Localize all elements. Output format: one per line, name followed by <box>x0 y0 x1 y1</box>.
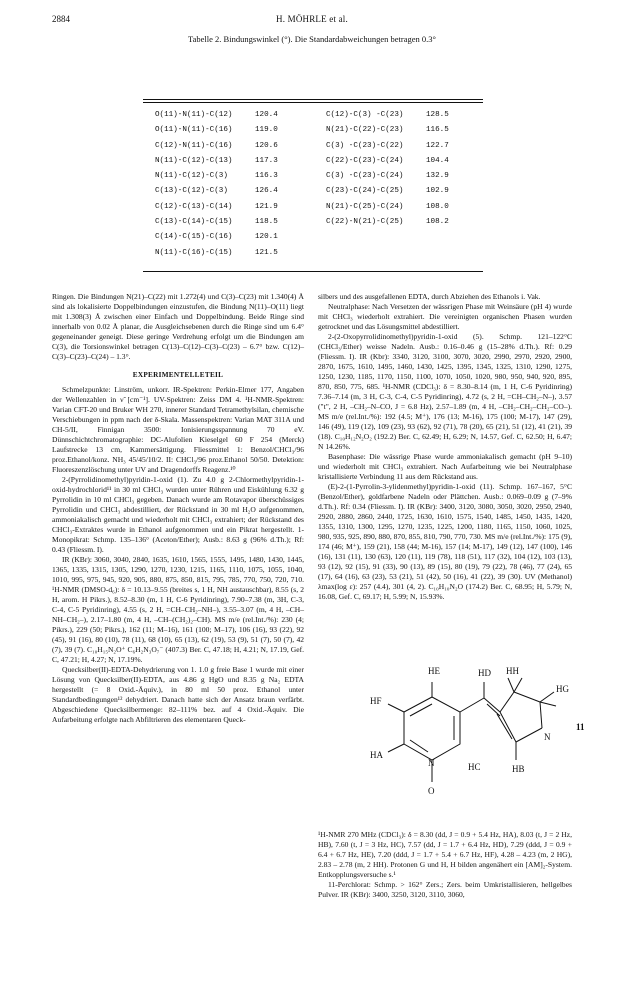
table-row: C(22)-N(21)-C(25) 108.2 <box>326 218 449 227</box>
paragraph: IR (KBr): 3060, 3040, 2840, 1635, 1610, 1565, 1555, 1495, 1480, 1430, 1445, 1365, 1335, 1315, 1305, 1290, 1270, 1230, 1215, 1165, 1110, 1075, 1055, 1040, 1010, 995, 975, 945, 920, 905, 880, 875, 850, 815, 795, 785, 770, 750, 720, 710. ¹H-NMR (DMSO-d₆): δ = 10.13–9.55 (breites s, 1 H, NH austauschbar), 8.55 (s, 2 H, arom. H Pikrs.), 8.52–8.30 (m, 1 H, C-6 Pyridinring), 7.90–7.38 (m, 3H, C-3, C-4, C-5 Pyridinring), 4.55 (s, 2 H, =CH–CH₂–NH–), 3.55–3.07 (m, 4 H, –CH–NH–CH₂–), 2.17–1.80 (m, 4 H, –CH–(CH₂)₂–CH). MS m/e (rel.Int./%): 230 (4; Pikrs.), 229 (50; Pikrs.), 162 (11; M–16), 161 (100; M–17), 106 (16), 93 (22), 92 (45), 91 (16), 80 (10), 78 (11), 68 (10), 65 (13), 62 (19), 53 (9), 51 (7), 50 (7), 42 (7), 39 (7). C₁₀H₁₅N₂O⁺ C₆H₂N₃O₇⁻ (407.3) Ber. C, 47.18; H, 4.21; N, 17.19, Gef. C, 47.21; H, 4.27; N, 17.19%. <box>52 555 304 664</box>
table-row: C(12)-C(3) -C(23) 128.5 <box>326 111 449 119</box>
table-row: C(13)-C(14)-C(15) 118.5 <box>155 218 278 227</box>
table-left-column <box>155 108 278 261</box>
paragraph: Neutralphase: Nach Versetzen der wässrigen Phase mit Weinsäure (pH 4) wurde mit CHCl₃ wiederholt extrahiert. Die vereinigten organischen Phasen wurden getrocknet und das Lösungsmittel abdestilliert. <box>318 302 572 331</box>
label-ha: HA <box>370 750 383 760</box>
right-text-column-top <box>318 292 572 602</box>
table-row: N(11)-C(12)-C(13) 117.3 <box>155 156 278 165</box>
table-row: C(14)-C(15)-C(16) 120.1 <box>155 233 278 242</box>
table-row: N(21)-C(22)-C(23) 116.5 <box>326 126 449 135</box>
label-hc: HC <box>468 762 481 772</box>
running-title: H. MÖHRLE et al. <box>276 14 348 24</box>
table-row: N(21)-C(25)-C(24) 108.0 <box>326 202 449 211</box>
label-n-pyridine: N <box>428 758 435 768</box>
section-heading: EXPERIMENTELLETEIL <box>132 371 224 379</box>
paragraph: Basenphase: Die wässrige Phase wurde ammoniakalisch gemacht (pH 9–10) und wiederholt mit CHCl₃ extrahiert. Nach Aufarbeitung wie bei Neutralphase kristallisierte Verbindung 11 aus dem Rückstand aus. <box>318 452 572 481</box>
paragraph: 2-(2-Oxopyrrolidinomethyl)pyridin-1-oxid (5). Schmp. 121–122°C (CHCl₃/Ether) weisse Nadeln. Ausb.: 0.16–0.46 g (15–28% d.Th.). Rf: 0.29 (Fliessm. I). IR (Kbr): 3340, 3120, 3100, 3070, 3020, 2990, 2970, 2920, 2900, 2870, 1675, 1610, 1495, 1460, 1430, 1425, 1395, 1345, 1325, 1310, 1290, 1275, 1250, 1230, 1185, 1170, 1150, 1100, 1070, 1050, 1020, 980, 950, 940, 920, 895, 870, 850, 775, 685. ¹H-NMR (CDCl₃): δ = 8.30–8.14 (m, 1 H, C-6 Pyridinring) 7.36–7.14 (m, 3 H, C-3, C-4, C-5 Pyridinring), 4.72 (s, 2 H, =CH–CH₂–N–), 3.57 ("t", 2 H, –CH₂–N–CO, J = 6.8 Hz), 2.57–1.89 (m, 4 H, –CH₂–CH₂–CH₂–CO–). MS m/e (rel.Int./%): 192 (4.5; M⁺), 176 (13; M-16), 175 (100; M-17), 147 (29), 146 (49), 119 (12), 109 (23), 93 (62), 92 (71), 78 (20), 65 (21), 51 (12), 41 (21), 39 (18). C₁₀H₁₂N₂O₂ (192.2) Ber. C, 62.49; H, 6.29; N, 14.57, Gef. C, 62.50; H, 6.47; N 14.26%. <box>318 332 572 451</box>
page-header <box>0 14 624 28</box>
table-right-column <box>326 108 449 230</box>
table-row: N(11)-C(12)-C(3) 116.3 <box>155 172 278 181</box>
table-top-rule <box>143 99 483 100</box>
table-row: O(11)-N(11)-C(12) 120.4 <box>155 111 278 119</box>
paragraph: (E)-2-(1-Pyrrolin-3-ylidenmethyl)pyridin-1-oxid (11). Schmp. 167–167, 5°C (Benzol/Ether), goldfarbene Nadeln oder Plättchen. Ausb.: 0.069–0.09 g (7–9% d.Th.). Rf: 0.34 (Fliessm. I). IR (KBr): 3400, 3120, 3080, 3050, 3020, 2950, 2940, 2920, 2880, 2860, 2440, 1725, 1630, 1610, 1575, 1540, 1485, 1450, 1435, 1420, 1355, 1310, 1300, 1295, 1270, 1235, 1225, 1200, 1180, 1165, 1150, 1060, 1025, 980, 935, 925, 890, 880, 870, 855, 810, 790, 770, 730. MS m/e (rel.Int./%): 175 (9), 174 (46; M⁺), 159 (21), 158 (44; M-16), 157 (14; M-17), 149 (12), 147 (100), 146 (16), 131 (11), 130 (63), 120 (11), 119 (78), 118 (51), 117 (32), 104 (12), 103 (13), 93 (12), 92 (15), 91 (33), 90 (13), 89 (15), 80 (19), 79 (22), 78 (46), 77 (24), 65 (17), 64 (16), 63 (23), 53 (21), 51 (42), 50 (16), 41 (22), 39 (30). UV (Methanol) λmax(log ε): 257 (4.4), 301 (4, 2). C₁₀H₁₀N₂O (174.2) Ber. C, 68.95; H, 5.79; N, 16.08, Gef. C, 69.17; H, 5.99; N, 15.93%. <box>318 482 572 601</box>
paragraph: Quecksilber(II)-EDTA-Dehydrierung von 1. 1.0 g freie Base 1 wurde mit einer Lösung von Quecksilber(II)-EDTA, aus 4.86 g HgO und 8.35 g Na₂ EDTA hergestellt (= 8 Oxid.-Äquiv.), in 80 ml 50 proz. Ethanol unter Standardbedingungen¹² dehydriert. Danach hatte sich der Ansatz braun verfärbt. Abgeschiedene Quecksilbermenge: 82–111% bez. auf 4 Oxid.-Äquiv. Die Aufarbeitung erfolgte nach Abfiltrieren des elementaren Queck- <box>52 665 304 724</box>
label-n-pyrroline: N <box>544 732 551 742</box>
label-hf: HF <box>370 696 382 706</box>
label-hg: HG <box>556 684 569 694</box>
table-row: C(3) -C(23)-C(24) 132.9 <box>326 172 449 181</box>
compound-number: 11 <box>576 722 585 732</box>
paragraph: silbers und des ausgefallenen EDTA, durch Abziehen des Ethanols i. Vak. <box>318 292 541 301</box>
paragraph: 11-Perchlorat: Schmp. > 162° Zers.; Zers. beim Umkristallisieren, hellgelbes Pulver. IR (KBr): 3400, 3250, 3120, 3110, 3060, <box>318 880 572 899</box>
paragraph: Schmelzpunkte: Linström, unkorr. IR-Spektren: Perkin-Elmer 177, Angaben der Wellenzahlen in ν̃ [cm⁻¹]. UV-Spektren: Zeiss DM 4. ¹H-NMR-Spektren: Varian CFT-20 und Bruker WH 270, innerer Standard Tetramethylsilan, chemische Verschiebungen in ppm nach der δ-Skala. Massenspektren: Varian MAT 311A und CH-5/II, Finnigan 3500: Ionisierungsspannung 70 eV. Dünnschichtchromatographie: DC-Alufolien Kieselgel 60 F 254 (Merck) Laufstrecke 13 cm, Kammersättigung. Fliessmittel 1: Benzol/CHCl₃/96 proz.Ethanol/konz. NH₃ 45/45/10/2. II: CHCl₃/96 proz.Ethanol 50/50. Detektion: Fluoreszenzlöschung unter UV and Dragendorffs Reagenz.¹⁰ <box>52 385 304 474</box>
table-bottom-rule <box>143 271 483 272</box>
label-hh: HH <box>506 666 519 676</box>
table-top-rule-2 <box>143 102 483 103</box>
table-row: O(11)-N(11)-C(16) 119.0 <box>155 126 278 135</box>
table-row: C(23)-C(24)-C(25) 102.9 <box>326 187 449 196</box>
right-text-column-bottom <box>318 830 572 900</box>
table-row: C(3) -C(23)-C(22) 122.7 <box>326 141 449 150</box>
table-row: N(11)-C(16)-C(15) 121.5 <box>155 248 278 257</box>
paragraph: 2-(Pyrrolidinomethyl)pyridin-1-oxid (1). Zu 4.0 g 2-Chlormethylpyridin-1-oxid-hydrochlorid¹¹ in 30 ml CHCl₃ wurden unter Rühren und Eiskühlung 6.32 g Pyrrolidin in 10 ml CHCl₃ gegeben. Danach wurde am Rotavapor überschüssiges Pyrrolidin und CHCl₃ abdestilliert, der Rückstand in 30 ml H₂O aufgenommen, ammoniakalisch gemacht und wiederholt mit CHCl₃ extrahiert; der Rückstand des CHCl₃-Extraktes wurde in Ethanol aufgenommen und ein Pikrat hergestellt. 1-Monopikrat: Schmp. 135–136° (Aceton/Ether); Ausb.: 8.63 g (96% d.Th.); Rf: 0.43 (Fliessm. I). <box>52 475 304 554</box>
paragraph: Ringen. Die Bindungen N(21)–C(22) mit 1.272(4) und C(3)–C(23) mit 1.340(4) Å sind als lokalisierte Doppelbindungen einzustufen, die Bindung N(11)–O(11) liegt mit 1.308(3) Å zwischen einer Einfach und Doppelbindung. Beide Ringe sind innerhalb von 0.02 Å planar, die Ausgleichsebenen durch die Ringe sind um 6.4° gegeneinander geneigt. Diese geringe Verdrehung erfolgt um die Bindungen am C(3), die Torsionswinkel betragen C(13)–C(12)–C(3)–C(23) – 6.7° bzw. C(12)–C(3)–C(23)–C(24) – 1.3°. <box>52 292 304 361</box>
label-hd: HD <box>478 668 491 678</box>
paragraph: ¹H-NMR 270 MHz (CDCl₃): δ = 8.30 (dd, J = 0.9 + 5.4 Hz, HA), 8.03 (t, J = 2 Hz, HB), 7.60 (t, J = 3 Hz, HC), 7.57 (dd, J = 1.7 + 6.4 Hz, HD), 7.29 (ddd, J = 0.9 + 6.4 + 6.7 Hz, HE), 7.20 (ddd, J = 1.7 + 5.4 + 6.7 Hz, HF), 4.28 – 4.23 (m, 2 HG), 2.83 – 2.78 (m, 2 HH). Protonen G und H, H bilden angenähert ein [AM]₂-System. Entkopplungsversuche s.¹ <box>318 830 572 879</box>
page-number: 2884 <box>52 14 70 24</box>
left-text-column <box>52 292 304 725</box>
structure-formula-11 <box>344 652 594 824</box>
table-row: C(12)-N(11)-C(16) 120.6 <box>155 141 278 150</box>
table-caption: Tabelle 2. Bindungswinkel (°). Die Standardabweichungen betragen 0.3° <box>188 34 436 44</box>
label-hb: HB <box>512 764 525 774</box>
table-row: C(12)-C(13)-C(14) 121.9 <box>155 202 278 211</box>
label-he: HE <box>428 666 440 676</box>
table-row: C(22)-C(23)-C(24) 104.4 <box>326 156 449 165</box>
bond-angle-table <box>143 108 483 274</box>
label-oxygen: O <box>428 786 435 796</box>
table-row: C(13)-C(12)-C(3) 126.4 <box>155 187 278 196</box>
